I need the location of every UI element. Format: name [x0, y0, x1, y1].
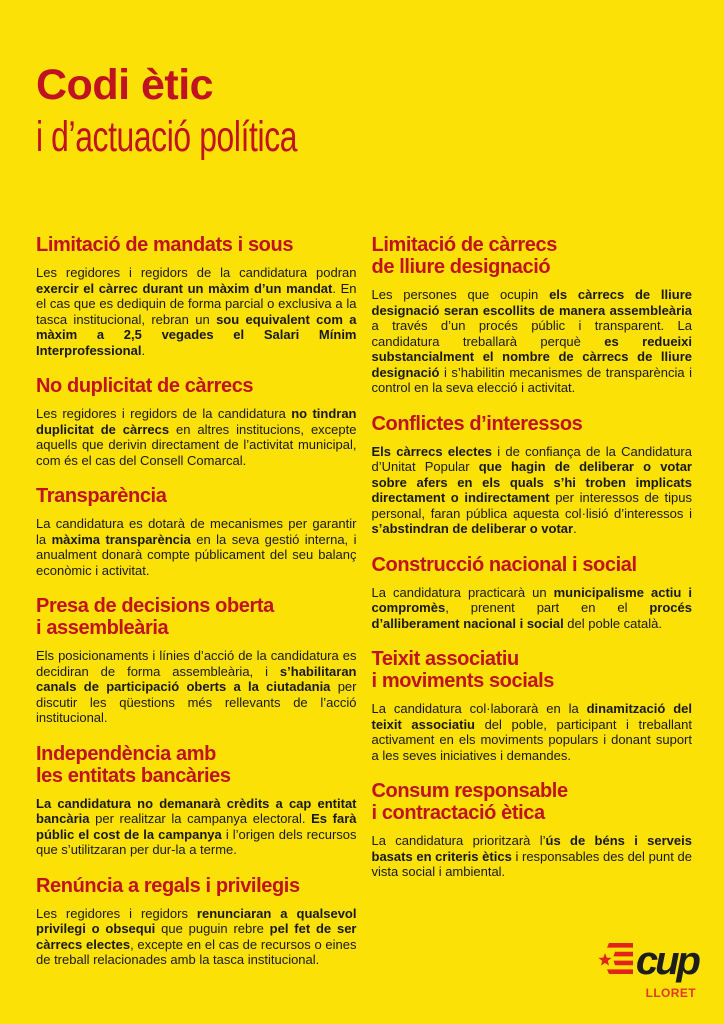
section-body-presa-decisions: Els posicionaments i línies d’acció de la candidatura es decidiran de forma assembleària, i s’habilitaran canals de participació oberts a la ciutadania per discutir les qüestions més rellevants de l’acció institucional. — [36, 648, 357, 725]
section-presa-decisions — [36, 595, 357, 726]
right-column — [372, 234, 693, 897]
section-heading-transparencia: Transparència — [36, 485, 167, 507]
section-heading-no-duplicitat-carrecs: No duplicitat de càrrecs — [36, 375, 254, 397]
section-renuncia-regals — [36, 875, 357, 968]
section-body-consum-responsable: La candidatura prioritzarà l’ús de béns i serveis basats en criteris ètics i responsables des del punt de vista social i ambiental. — [371, 833, 692, 879]
cup-flag-star-icon — [598, 940, 635, 981]
cup-logo — [598, 940, 698, 981]
section-transparencia — [36, 485, 357, 578]
section-body-construccio-nacional-social: La candidatura practicarà un municipalisme actiu i compromès, prenent part en el procés d’alliberament nacional i social del poble català. — [371, 584, 692, 631]
section-body-limitacio-mandats-sous: Les regidores i regidors de la candidatura podran exercir el càrrec durant un màxim d’un mandat. En el cas que es dediquin de forma parcial o exclusiva a la tasca institucional, rebran un sou equivalent com a màxim a 2,5 vegades el Salari Mínim Interprofessional. — [36, 265, 357, 358]
section-heading-teixit-associatiu: Teixit associatiu i moviments socials — [371, 648, 554, 692]
section-heading-conflictes-interessos: Conflictes d’interessos — [371, 412, 583, 435]
cup-wordmark: cup — [635, 938, 698, 983]
content-columns — [0, 164, 724, 985]
section-independencia-bancaria — [36, 743, 357, 858]
section-body-independencia-bancaria: La candidatura no demanarà crèdits a cap entitat bancària per realitzar la campanya electoral. Es farà públic el cost de la campanya i l’origen dels recursos que s’utilitzaran per dur-la a terme. — [36, 795, 357, 857]
page-title — [36, 60, 688, 164]
section-body-no-duplicitat-carrecs: Les regidores i regidors de la candidatura no tindran duplicitat de càrrecs en altres institucions, excepte aquells que derivin directament de l’activitat municipal, com és el cas del Consell Comarcal. — [36, 406, 357, 468]
section-consum-responsable — [372, 780, 693, 880]
header — [0, 0, 724, 164]
section-limitacio-mandats-sous — [36, 234, 357, 358]
title-line-1: Codi ètic — [36, 61, 214, 109]
section-heading-independencia-bancaria: Independència amb les entitats bancàries — [36, 742, 231, 787]
section-heading-renuncia-regals: Renúncia a regals i privilegis — [36, 874, 300, 897]
title-line-2: i d’actuació política — [36, 113, 298, 161]
section-heading-consum-responsable: Consum responsable i contractació ètica — [371, 780, 568, 824]
section-heading-limitacio-lliure-designacio: Limitació de càrrecs de lliure designació — [371, 234, 557, 278]
left-column — [36, 234, 357, 985]
cup-location-label: LLORET — [645, 986, 696, 1000]
section-heading-construccio-nacional-social: Construcció nacional i social — [371, 553, 637, 576]
section-construccio-nacional-social — [372, 554, 693, 632]
section-teixit-associatiu — [372, 648, 693, 763]
section-body-renuncia-regals: Les regidores i regidors renunciaran a qualsevol privilegi o obsequi que puguin rebre pel fet de ser càrrecs electes, excepte en el cas de recursos o eines de treball relacionades amb la tasca institucional. — [36, 905, 357, 967]
section-conflictes-interessos — [372, 413, 693, 537]
section-body-transparencia: La candidatura es dotarà de mecanismes per garantir la màxima transparència en la seva gestió interna, i anualment donarà compte públicament del seu balanç econòmic i activitat. — [36, 516, 357, 578]
section-no-duplicitat-carrecs — [36, 375, 357, 468]
section-limitacio-lliure-designacio — [372, 234, 693, 396]
section-heading-limitacio-mandats-sous: Limitació de mandats i sous — [36, 234, 294, 256]
section-body-limitacio-lliure-designacio: Les persones que ocupin els càrrecs de lliure designació seran escollits de manera assembleària a través d’un procés públic i transparent. La candidatura treballarà perquè es redueixi substancialment el nombre de càrrecs de lliure designació i s’habilitin mecanismes de transparència i control en la seva elecció i activitat. — [371, 287, 693, 395]
footer — [598, 940, 698, 1000]
section-heading-presa-decisions: Presa de decisions oberta i assembleària — [36, 595, 274, 639]
section-body-conflictes-interessos: Els càrrecs electes i de confiança de la Candidatura d’Unitat Popular que hagin de deliberar o votar sobre afers en els quals s’hi troben implicats directament o indirectament per interessos de tipus personal, faran pública aquesta col·lisió d’interessos i s’abstindran de deliberar o votar. — [371, 443, 692, 536]
section-body-teixit-associatiu: La candidatura col·laborarà en la dinamització del teixit associatiu del poble, participant i treballant activament en els moviments populars i donant suport a les seves iniciatives i demandes. — [371, 701, 692, 763]
